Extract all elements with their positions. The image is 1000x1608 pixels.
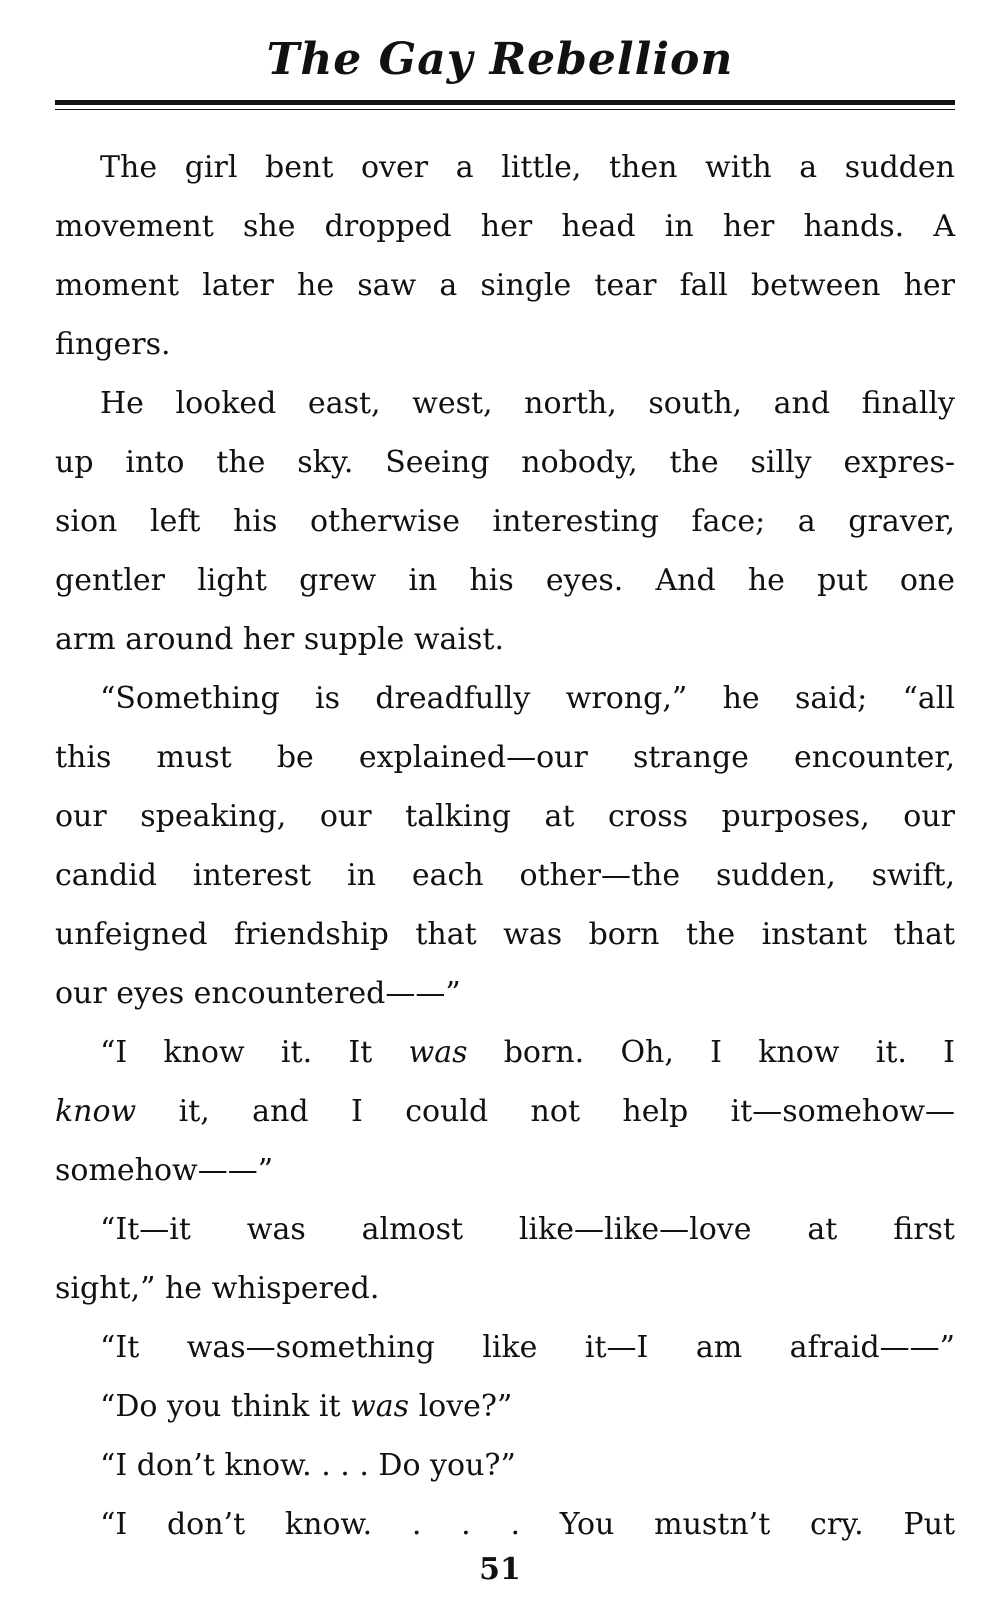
text-line: fingers. [55,327,171,362]
text-line: moment later he saw a single tear fall between her [55,268,955,303]
text-line: sight,” he whispered. [55,1271,380,1306]
text-line: know it, and I could not help it—somehow— [55,1094,955,1129]
text-line: The girl bent over a little, then with a sudden [100,150,955,185]
text-line: candid interest in each other—the sudden, swift, [55,858,955,893]
text-line: “It was—something like it—I am afraid——” [100,1330,955,1365]
header-rule-thin [55,109,955,110]
text-line: our eyes encountered——” [55,976,461,1011]
text-line: “It—it was almost like—like—love at first [100,1212,955,1247]
page-number: 51 [479,1552,521,1587]
text-line: “I know it. It was born. Oh, I know it. I [100,1035,956,1070]
italic-emphasis: was [350,1389,410,1424]
text-line: He looked east, west, north, south, and finally [100,386,955,421]
italic-emphasis: know [55,1094,137,1129]
text-line: “I don’t know. . . . Do you?” [100,1448,516,1483]
text-line: gentler light grew in his eyes. And he put one [55,563,955,598]
text-line: “I don’t know. . . . You mustn’t cry. Put [100,1507,955,1542]
text-line: this must be explained—our strange encounter, [55,740,955,775]
italic-emphasis: was [408,1035,468,1070]
text-line: “Something is dreadfully wrong,” he said; “all [100,681,955,716]
text-line: unfeigned friendship that was born the instant that [55,917,955,952]
text-line: our speaking, our talking at cross purposes, our [55,799,955,834]
body-text [55,138,955,1554]
running-header: The Gay Rebellion [266,34,734,85]
text-line: up into the sky. Seeing nobody, the silly expres- [55,445,955,480]
text-line: sion left his otherwise interesting face; a graver, [55,504,955,539]
text-line: arm around her supple waist. [55,622,504,657]
text-line: “Do you think it was love?” [100,1389,513,1424]
text-line: movement she dropped her head in her hands. A [55,209,955,244]
text-line: somehow——” [55,1153,274,1188]
header-rule-thick [55,100,955,105]
